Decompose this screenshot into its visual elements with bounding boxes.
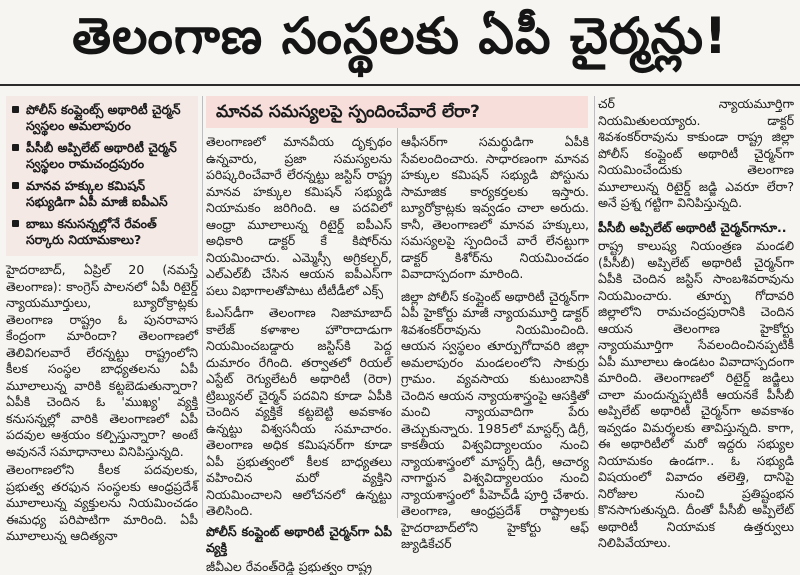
subheading-human-rights: మానవ సమస్యలపై స్పందించేవారే లేరా? [206, 96, 588, 128]
highlight-item: పోలీస్ కంప్లైంట్స్ అథారిటీ చైర్మన్ స్వస్థలం అమలాపురం [12, 102, 192, 134]
highlight-item: పీసీబీ అప్పిలేట్ అథారిటీ చైర్మన్ స్వస్థలం రామచంద్రపురం [12, 140, 192, 172]
paragraph: తెలంగాణలో మానవీయ దృక్పథం ఉన్నవారు, ప్రజా సమస్యలను పరిష్కరించేవారే లేరన్నట్టు జస్టిస్ రాష్ట్ర మానవ హక్కుల కమిషన్ సభ్యుడి నియామకం జరిగింది. ఆ పదవిలో ఆంధ్రా మూలాలున్న రిటైర్డ్ ఐపీఎస్ అధికారి డాక్టర్ కే కిషోర్‌ను నియమించారు. ఎమ్మెస్సీ అగ్రికల్చర్, ఎల్ఎల్‌బీ చేసిన ఆయన ఐపీఎస్‌గా పలు విభాగాలతోపాటు టీటీడీలో ఎక్స్ [206, 134, 392, 299]
column-rule [202, 96, 203, 518]
bullet-icon [12, 106, 19, 113]
article-column-1 [6, 262, 198, 520]
column-rule [594, 96, 595, 518]
paragraph: రాష్ట్ర కాలుష్య నియంత్రణ మండలి (పీసీబీ) అప్పిలేట్ అథారిటీ చైర్మన్‌గా ఏపీకి చెందిన జస్టిస్ సాంబశివరావును నియమించారు. తూర్పు గోదావరి జిల్లాలోని రామచంద్రపురానికి చెందిన ఆయన తెలంగాణ హైకోర్టు న్యాయమూర్తిగా సేవలందించినప్పటికీ ఏపీ మూలాలు ఉండటం వివాదాస్పదంగా మారింది. తెలంగాణలో రిటైర్డ్ జడ్జిలు చాలా మందున్నప్పటికీ ఆయనకే పీసీబీ అప్పిలేట్ అథారిటీ చైర్మన్‌గా అవకాశం ఇవ్వడం విమర్శలకు తావిస్తున్నది. కాగా, ఈ అథారిటీలో మరో ఇద్దరు సభ్యుల నియామకం ఉండగా.. ఓ సభ్యుడి విషయంలో వివాదం తలెత్తి, దానిపై నిరోజుల నుంచి ప్రతిష్టంభన కొనసాగుతున్నది. దీంతో పీసీబీ అప్పిలేట్ అథారిటీ నియామక ఉత్తర్వులు నిలిపివేయాలు. [598, 238, 794, 552]
article-column-4 [598, 96, 794, 520]
paragraph: తెలంగాణలోని కీలక పదవులకు, ప్రభుత్వ తరఫున సంస్థలకు ఆంధ్రప్రదేశ్ మూలాలున్న వ్యక్తులను నియమించడం ఈమధ్య పరిపాటిగా మారింది. ఏపీ మూలాలున్న ఆదిత్యనా [6, 462, 198, 545]
paragraph: జిల్లా పోలీస్ కంప్లైంట్ అథారిటీ చైర్మన్‌గా ఏపీ హైకోర్టు మాజీ న్యాయమూర్తి డాక్టర్ శివశంకర్‌రావును నియమించింది. ఆయన స్వస్థలం తూర్పుగోదావరి జిల్లా అమలాపురం మండలంలోని సాకుర్రు గ్రామం. వ్యవసాయ కుటుంబానికి చెందిన ఆయన న్యాయశాస్త్రంపై ఆసక్తితో మంచి న్యాయవాదిగా పేరు తెచ్చుకున్నారు. 1985లో మాస్టర్స్ డిగ్రీ, కాకతీయ విశ్వవిద్యాలయం నుంచి న్యాయశాస్త్రంలో మాస్టర్స్ డిగ్రీ, ఆచార్య నాగార్జున విశ్వవిద్యాలయం నుంచి న్యాయశాస్త్రంలో పీహెచ్‌డీ పూర్తి చేశారు. తెలంగాణ, ఆంధ్రప్రదేశ్ రాష్ట్రాలకు హైదరాబాద్‌లోని హైకోర్టు ఆఫ్ జ్యుడికేచర్ [401, 289, 589, 553]
paragraph: జీవీఎల రేవంత్‌రెడ్డి ప్రభుత్వం రాష్ట్ర [206, 559, 392, 575]
subheading-police-complaint: పోలీస్ కంప్లైంట్ అథారిటీ చైర్మన్‌గా ఏపీ వ్యక్తి [206, 524, 392, 557]
paragraph: చర్ న్యాయమూర్తిగా నియమితులయ్యారు. డాక్టర్ శివశంకర్‌రావును కాకుండా రాష్ట్ర జిల్లా పోలీస్ కంప్లైంట్ అథారిటీ చైర్మన్‌గా నియమించేందుకు తెలంగాణ మూలాలున్న రిటైర్డ్ జడ్జి ఎవరూ లేరా? అనే ప్రశ్న గట్టిగా వినిపిస్తున్నది. [598, 96, 794, 212]
highlights-box [6, 96, 198, 256]
highlight-item: మానవ హక్కుల కమిషన్ సభ్యుడిగా ఏపీ మాజీ ఐపీఎస్ [12, 178, 192, 210]
subheading-pcb-appellate: పీసీబీ అప్పిలేట్ అథారిటీ చైర్మన్‌గానూ.. [598, 220, 794, 237]
article-column-2 [206, 134, 392, 520]
bullet-icon [12, 144, 19, 151]
highlight-item: బాబు కనుసన్నల్లోనే రేవంత్ సర్కారు నియామకాలు? [12, 216, 192, 248]
bullet-icon [12, 182, 19, 189]
headline: తెలంగాణ సంస్థలకు ఏపీ చైర్మన్లు! [0, 0, 800, 86]
column-rule [397, 128, 398, 518]
article-column-3 [401, 134, 589, 520]
paragraph: ఓఎస్‌డీగా తెలంగాణ నిజామాబాద్ కాలేజ్ కళాశాల హౌరాదాడుగా నియమించబడ్డారు జస్టిస్‌కి పెద్ద దుమారం రేగింది. తర్వాతలో రియల్ ఎస్టేట్ రెగ్యులేటరీ అథారిటీ (రెరా) ట్రిబ్యునల్ చైర్మన్ పదవిని కూడా ఏపీకి చెందిన వ్యక్తికే కట్టబెట్టి అవకాశం ఉన్నట్టు విశ్వసనీయ సమాచారం. తెలంగాణ అధిక కమిషనర్‌గా కూడా ఏపీ ప్రభుత్వంలో కీలక బాధ్యతలు వహించిన మరో వ్యక్తిని నియమించాలని ఆలోచనలో ఉన్నట్టు తెలిసింది. [206, 305, 392, 520]
paragraph: హైదరాబాద్, ఏప్రిల్ 20 (నమస్తే తెలంగాణ): కాంగ్రెస్ పాలనలో ఏపీ రిటైర్డ్ న్యాయమూర్తులు, బ్యూరోక్రాట్లకు తెలంగాణ రాష్ట్రం ఓ పునరావాస కేంద్రంగా మారిందా? తెలంగాణలో తెలివిగలవారే లేరన్నట్టు రాష్ట్రంలోని కీలక సంస్థల బాధ్యతలను ఏపీ మూలాలున్న వారికి కట్టబెడుతున్నారా? ఏపీకి చెందిన ఓ 'ముఖ్య' వ్యక్తి కనుసన్నల్లో వారికి తెలంగాణలో ఏపీ పదవుల ఆశ్రయం కల్పిస్తున్నారా? అంటే అవుననే సమాధానాలు వినిపిస్తున్నది. [6, 262, 198, 460]
bullet-icon [12, 220, 19, 227]
paragraph: ఆఫీసర్‌గా సమర్థుడిగా ఏపీకి సేవలందించారు. సాధారణంగా మానవ హక్కుల కమిషన్ సభ్యుడి పోస్టును సామాజిక కార్యకర్తలకు ఇస్తారు. బ్యూరోక్రాట్లకు ఇవ్వడం చాలా అరుదు. కానీ, తెలంగాణలో మానవ హక్కులు, సమస్యలపై స్పందించే వారే లేనట్టుగా డాక్టర్ కిశోర్‌ను నియమించడం వివాదాస్పదంగా మారింది. [401, 134, 589, 283]
